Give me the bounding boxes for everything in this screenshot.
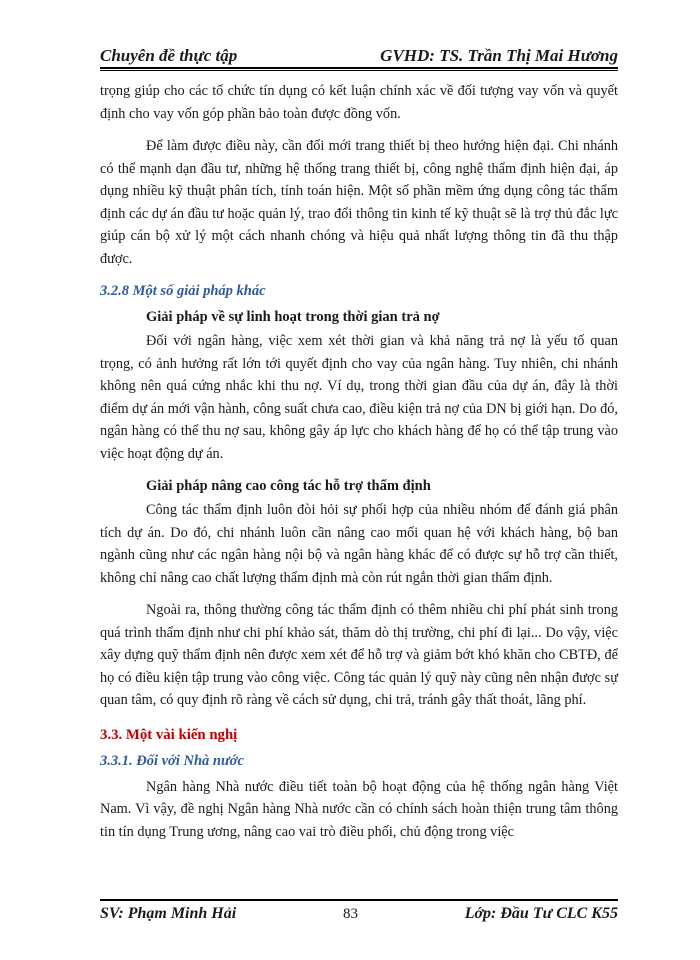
subheading-appraisal-support: Giải pháp nâng cao công tác hỗ trợ thẩm định (146, 478, 431, 494)
header-rule-thin (100, 70, 618, 71)
paragraph: Để làm được điều này, cần đổi mới trang thiết bị theo hướng hiện đại. Chi nhánh có thể mạnh dạn đầu tư, những hệ thống trang thiết bị, công nghệ thẩm định hiện đại, áp dụng nhiều kỹ thuật phân tích, tính toán hiện. Một số phần mềm ứng dụng công tác thẩm định các dự án đầu tư hoặc quản lý, trao đổi thông tin kinh tế kỹ thuật sẽ là trợ thủ đắc lực giúp cán bộ xử lý một cách nhanh chóng và hiệu quả nhất lượng thông tin đã thu thập được. (100, 138, 618, 267)
footer-student: SV: Phạm Minh Hải (100, 905, 237, 922)
paragraph: Đối với ngân hàng, việc xem xét thời gian và khả năng trả nợ là yếu tố quan trọng, có ảnh hưởng rất lớn tới quyết định cho vay của ngân hàng. Tuy nhiên, chi nhánh không nên quá cứng nhắc khi thu nợ. Ví dụ, trong thời gian đầu của dự án, đây là thời điểm dự án mới vận hành, công suất chưa cao, điều kiện trả nợ của DN bị giới hạn. Do đó, ngân hàng có thể thu nợ sau, không gây áp lực cho khách hàng để họ có thể tập trung vào việc hoạt động dự án. (100, 333, 618, 462)
paragraph: trọng giúp cho các tổ chức tín dụng có kết luận chính xác về đối tượng vay vốn và quyết định cho vay vốn góp phần bảo toàn được đồng vốn. (100, 83, 618, 122)
page-number: 83 (342, 905, 358, 922)
footer-rule (100, 899, 618, 901)
section-heading-3-2-8: 3.2.8 Một số giải pháp khác (100, 283, 266, 299)
section-heading-3-3: 3.3. Một vài kiến nghị (100, 726, 238, 743)
footer-class: Lớp: Đầu Tư CLC K55 (464, 905, 618, 922)
header-right: GVHD: TS. Trần Thị Mai Hương (380, 46, 618, 65)
paragraph: Ngân hàng Nhà nước điều tiết toàn bộ hoạt động của hệ thống ngân hàng Việt Nam. Vì vậy, đề nghị Ngân hàng Nhà nước cần có chính sách hoàn thiện trung tâm thông tin tín dụng Trung ương, nâng cao vai trò điều phối, chủ động trong việc (100, 778, 618, 840)
header-rule (100, 67, 618, 69)
body-content (100, 80, 618, 843)
subheading-repayment-flexibility: Giải pháp về sự linh hoạt trong thời gian trả nợ (146, 309, 440, 325)
header-left: Chuyên đề thực tập (100, 46, 238, 65)
paragraph: Ngoài ra, thông thường công tác thẩm định có thêm nhiều chi phí phát sinh trong quá trình thẩm định như chi phí khảo sát, thăm dò thị trường, chi phí đi lại... Do vậy, việc xây dựng quỹ thẩm định nên được xem xét để hỗ trợ và giảm bớt khó khăn cho CBTĐ, để họ có điều kiện tập trung vào công việc. Công tác quản lý quỹ này cũng nên nhận được sự quan tâm, có quy định rõ ràng về cách sử dụng, chi trả, tránh gây thất thoát, lãng phí. (100, 602, 618, 708)
page-header (100, 36, 618, 66)
paragraph: Công tác thẩm định luôn đòi hỏi sự phối hợp của nhiều nhóm để đánh giá phân tích dự án. Do đó, chi nhánh luôn cần nâng cao mối quan hệ với khách hàng, bộ ban ngành cũng như các ngân hàng nội bộ và ngân hàng khác để có được sự hỗ trợ cần thiết, không chỉ nâng cao chất lượng thẩm định mà còn rút ngắn thời gian thẩm định. (100, 502, 618, 586)
page-footer (100, 902, 618, 926)
section-heading-3-3-1: 3.3.1. Đối với Nhà nước (100, 752, 244, 769)
